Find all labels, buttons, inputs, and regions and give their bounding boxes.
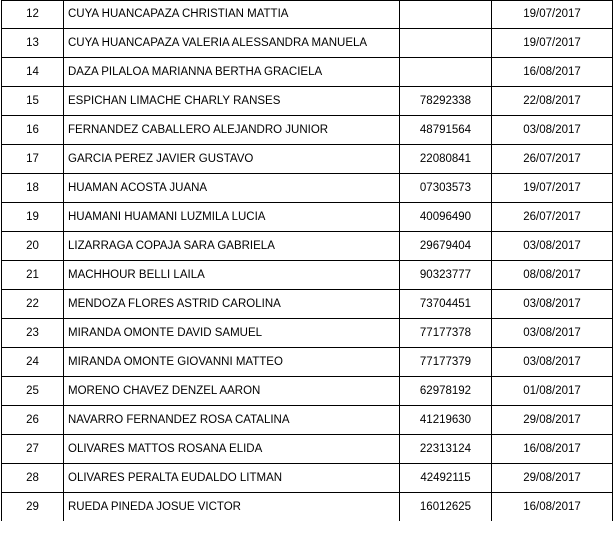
row-number-cell: 16 (2, 116, 64, 145)
row-dni-cell (400, 58, 492, 87)
row-name-cell: MACHHOUR BELLI LAILA (64, 261, 400, 290)
table-row (2, 290, 613, 319)
table-row (2, 261, 613, 290)
row-dni-cell (400, 1, 492, 29)
row-dni-cell: 77177378 (400, 319, 492, 348)
row-date-cell: 03/08/2017 (492, 348, 613, 377)
row-name-cell: HUAMAN ACOSTA JUANA (64, 174, 400, 203)
row-name-cell: ESPICHAN LIMACHE CHARLY RANSES (64, 87, 400, 116)
table-row (2, 203, 613, 232)
row-number-cell: 18 (2, 174, 64, 203)
records-table (1, 0, 613, 521)
row-date-cell: 16/08/2017 (492, 435, 613, 464)
table-row (2, 232, 613, 261)
row-name-cell: DAZA PILALOA MARIANNA BERTHA GRACIELA (64, 58, 400, 87)
row-dni-cell: 22313124 (400, 435, 492, 464)
row-date-cell: 16/08/2017 (492, 58, 613, 87)
row-date-cell: 16/08/2017 (492, 493, 613, 522)
row-dni-cell: 41219630 (400, 406, 492, 435)
table-row (2, 435, 613, 464)
row-name-cell: CUYA HUANCAPAZA CHRISTIAN MATTIA (64, 1, 400, 29)
row-number-cell: 20 (2, 232, 64, 261)
table-row (2, 493, 613, 522)
row-name-cell: HUAMANI HUAMANI LUZMILA LUCIA (64, 203, 400, 232)
table-row (2, 145, 613, 174)
table-row (2, 29, 613, 58)
row-date-cell: 29/08/2017 (492, 464, 613, 493)
table-row (2, 348, 613, 377)
row-dni-cell: 40096490 (400, 203, 492, 232)
row-dni-cell (400, 29, 492, 58)
row-dni-cell: 29679404 (400, 232, 492, 261)
row-dni-cell: 42492115 (400, 464, 492, 493)
row-dni-cell: 16012625 (400, 493, 492, 522)
table-row (2, 87, 613, 116)
row-number-cell: 17 (2, 145, 64, 174)
row-dni-cell: 48791564 (400, 116, 492, 145)
table-row (2, 174, 613, 203)
table-row (2, 406, 613, 435)
row-number-cell: 12 (2, 1, 64, 29)
row-dni-cell: 77177379 (400, 348, 492, 377)
table-row (2, 464, 613, 493)
table-row (2, 377, 613, 406)
row-number-cell: 24 (2, 348, 64, 377)
row-date-cell: 03/08/2017 (492, 116, 613, 145)
row-number-cell: 28 (2, 464, 64, 493)
row-dni-cell: 78292338 (400, 87, 492, 116)
row-dni-cell: 90323777 (400, 261, 492, 290)
row-date-cell: 29/08/2017 (492, 406, 613, 435)
table-row (2, 1, 613, 29)
row-dni-cell: 22080841 (400, 145, 492, 174)
row-date-cell: 22/08/2017 (492, 87, 613, 116)
row-name-cell: RUEDA PINEDA JOSUE VICTOR (64, 493, 400, 522)
row-name-cell: FERNANDEZ CABALLERO ALEJANDRO JUNIOR (64, 116, 400, 145)
row-date-cell: 19/07/2017 (492, 174, 613, 203)
row-date-cell: 08/08/2017 (492, 261, 613, 290)
row-name-cell: GARCIA PEREZ JAVIER GUSTAVO (64, 145, 400, 174)
row-name-cell: MIRANDA OMONTE GIOVANNI MATTEO (64, 348, 400, 377)
row-date-cell: 03/08/2017 (492, 232, 613, 261)
table-row (2, 58, 613, 87)
row-dni-cell: 07303573 (400, 174, 492, 203)
table-row (2, 319, 613, 348)
row-number-cell: 13 (2, 29, 64, 58)
row-date-cell: 01/08/2017 (492, 377, 613, 406)
row-number-cell: 15 (2, 87, 64, 116)
row-dni-cell: 73704451 (400, 290, 492, 319)
row-number-cell: 25 (2, 377, 64, 406)
row-number-cell: 23 (2, 319, 64, 348)
records-table-body (2, 1, 613, 522)
row-name-cell: LIZARRAGA COPAJA SARA GABRIELA (64, 232, 400, 261)
row-number-cell: 19 (2, 203, 64, 232)
row-dni-cell: 62978192 (400, 377, 492, 406)
row-name-cell: MENDOZA FLORES ASTRID CAROLINA (64, 290, 400, 319)
row-number-cell: 27 (2, 435, 64, 464)
row-date-cell: 19/07/2017 (492, 1, 613, 29)
row-date-cell: 03/08/2017 (492, 319, 613, 348)
row-number-cell: 26 (2, 406, 64, 435)
row-number-cell: 29 (2, 493, 64, 522)
row-date-cell: 26/07/2017 (492, 203, 613, 232)
row-name-cell: CUYA HUANCAPAZA VALERIA ALESSANDRA MANUELA (64, 29, 400, 58)
row-number-cell: 14 (2, 58, 64, 87)
row-date-cell: 03/08/2017 (492, 290, 613, 319)
row-number-cell: 22 (2, 290, 64, 319)
row-name-cell: MIRANDA OMONTE DAVID SAMUEL (64, 319, 400, 348)
table-row (2, 116, 613, 145)
row-date-cell: 19/07/2017 (492, 29, 613, 58)
row-name-cell: OLIVARES PERALTA EUDALDO LITMAN (64, 464, 400, 493)
row-name-cell: OLIVARES MATTOS ROSANA ELIDA (64, 435, 400, 464)
row-date-cell: 26/07/2017 (492, 145, 613, 174)
row-number-cell: 21 (2, 261, 64, 290)
row-name-cell: MORENO CHAVEZ DENZEL AARON (64, 377, 400, 406)
row-name-cell: NAVARRO FERNANDEZ ROSA CATALINA (64, 406, 400, 435)
